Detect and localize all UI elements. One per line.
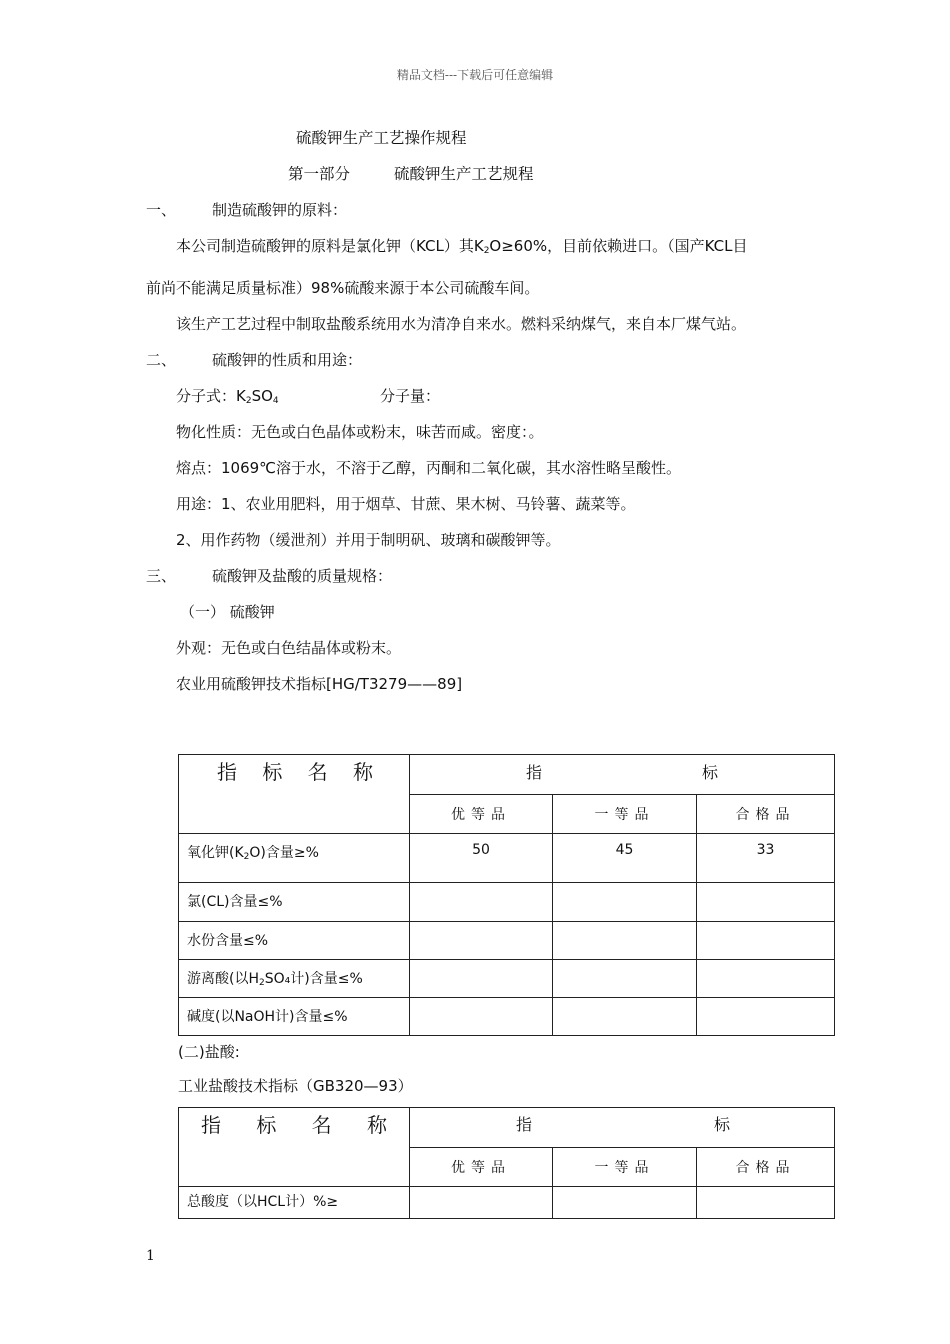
table-row	[179, 960, 835, 998]
cell-first	[553, 998, 697, 1036]
page-number: 1	[146, 1248, 155, 1264]
row-label: 水份含量≤%	[179, 922, 410, 960]
table2-name-header: 指 标 名 称	[179, 1108, 410, 1187]
properties-line: 物化性质：无色或白色晶体或粉末，味苦而咸。密度：。	[176, 423, 544, 441]
row-label: 氯(CL)含量≤%	[179, 883, 410, 922]
table-row	[179, 883, 835, 922]
section3-heading: 三、 硫酸钾及盐酸的质量规格：	[146, 567, 393, 585]
table-row	[179, 922, 835, 960]
table2-index-header: 指 标	[410, 1108, 835, 1148]
table1-grade-premium: 优等品	[410, 795, 553, 834]
cell-qualified: 33	[697, 834, 835, 883]
section1-para1b: 前尚不能满足质量标准）98%硫酸来源于本公司硫酸车间。	[146, 279, 540, 297]
table1-name-header: 指 标 名 称	[179, 755, 410, 834]
cell-first	[553, 922, 697, 960]
cell-premium	[410, 922, 553, 960]
section2-heading: 二、 硫酸钾的性质和用途：	[146, 351, 363, 369]
standard-1-line: 农业用硫酸钾技术指标[HG/T3279——89]	[176, 675, 463, 693]
cell-premium	[410, 998, 553, 1036]
table-row	[179, 1187, 835, 1219]
cell-premium	[410, 883, 553, 922]
row-label: 总酸度（以HCL计）%≥	[179, 1187, 410, 1219]
table-row	[179, 834, 835, 883]
cell-first	[553, 1187, 697, 1219]
section1-heading: 一、 制造硫酸钾的原料：	[146, 201, 348, 219]
page-header: 精品文档---下载后可任意编辑	[396, 68, 554, 82]
cell-first: 45	[553, 834, 697, 883]
table2-grade-premium: 优等品	[410, 1148, 553, 1187]
cell-qualified	[697, 922, 835, 960]
row-label: 碱度(以NaOH计)含量≤%	[179, 998, 410, 1036]
cell-qualified	[697, 960, 835, 998]
table-row	[179, 998, 835, 1036]
use-line-2: 2、用作药物（缓泄剂）并用于制明矾、玻璃和碳酸钾等。	[176, 531, 561, 549]
table1-grade-qualified: 合格品	[697, 795, 835, 834]
subsection-potassium-sulfate: （一） 硫酸钾	[180, 603, 275, 621]
part-label: 第一部分	[288, 165, 351, 183]
potassium-sulfate-spec-table	[178, 754, 835, 1036]
cell-premium	[410, 1187, 553, 1219]
section1-para1a: 本公司制造硫酸钾的原料是氯化钾（KCL）其$K_2O\ge 60\%$，目前依赖进口。（国产KCL目	[176, 237, 748, 256]
row-label: 游离酸(以$H_2SO_4$计)含量≤%	[179, 960, 410, 998]
melting-line: 熔点：1069℃溶于水，不溶于乙醇，丙酮和二氧化碳，其水溶性略呈酸性。	[176, 459, 682, 477]
use-line-1: 用途：1、农业用肥料，用于烟草、甘蔗、果木树、马铃薯、蔬菜等。	[176, 495, 636, 513]
cell-qualified	[697, 1187, 835, 1219]
doc-subtitle	[288, 162, 534, 184]
doc-title: 硫酸钾生产工艺操作规程	[296, 129, 467, 147]
formula-line: 分子式：$K_2SO_4$ 分子量：	[176, 387, 441, 406]
hydrochloric-acid-spec-table	[178, 1107, 835, 1219]
cell-first	[553, 960, 697, 998]
cell-premium: 50	[410, 834, 553, 883]
molecular-mass-label: 分子量：	[380, 387, 441, 405]
table2-grade-first: 一等品	[553, 1148, 697, 1187]
part-name: 硫酸钾生产工艺规程	[394, 165, 534, 183]
cell-premium	[410, 960, 553, 998]
cell-qualified	[697, 883, 835, 922]
cell-first	[553, 883, 697, 922]
table2-grade-qualified: 合格品	[697, 1148, 835, 1187]
table1-index-header: 指 标	[410, 755, 835, 795]
row-label: 氧化钾$(K_2O)$含量≥%	[179, 834, 410, 883]
section1-para2: 该生产工艺过程中制取盐酸系统用水为清净自来水。燃料采纳煤气，来自本厂煤气站。	[176, 315, 747, 333]
subsection-hydrochloric-acid: (二)盐酸:	[178, 1043, 240, 1061]
appearance-line: 外观：无色或白色结晶体或粉末。	[176, 639, 402, 657]
cell-qualified	[697, 998, 835, 1036]
table1-grade-first: 一等品	[553, 795, 697, 834]
standard-2-line: 工业盐酸技术指标（GB320—93）	[178, 1077, 413, 1095]
